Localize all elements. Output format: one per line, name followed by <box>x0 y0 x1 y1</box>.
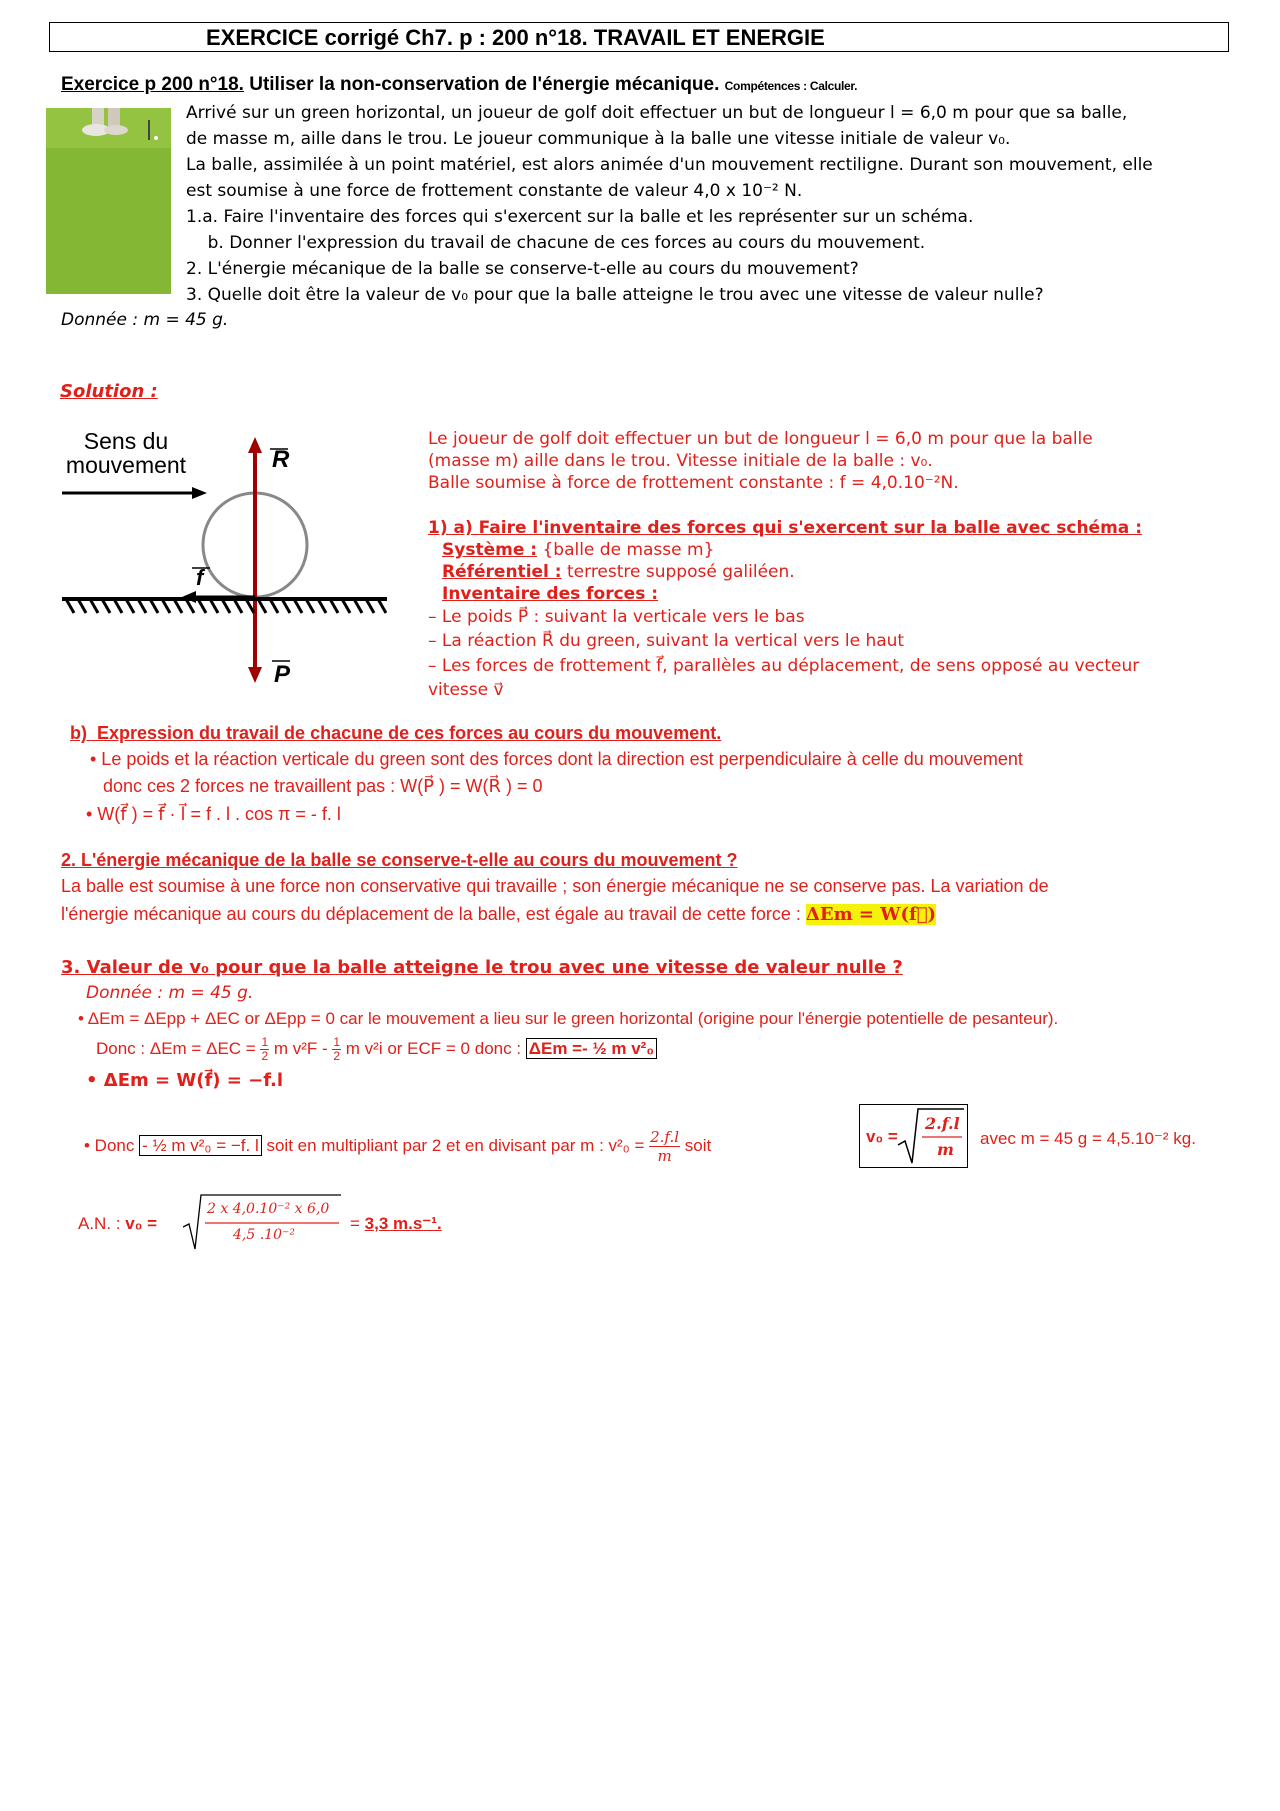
v0-label: v₀ = <box>866 1127 898 1146</box>
hatch-line <box>270 599 278 613</box>
q3-line-2c: m v²i or ECF = 0 donc : <box>341 1038 526 1058</box>
golf-photo <box>46 108 171 294</box>
hatch-line <box>210 599 218 613</box>
hatch-line <box>162 599 170 613</box>
systeme <box>442 539 714 561</box>
hatch-line <box>126 599 134 613</box>
hatch-line <box>102 599 110 613</box>
hatch-line <box>90 599 98 613</box>
q2-result: ΔEm = W(f⃗) <box>805 904 937 925</box>
q3-line-4a: • Donc <box>84 1135 140 1155</box>
hatch-line <box>258 599 266 613</box>
systeme-label: Système : <box>442 540 538 560</box>
force-R: – La réaction R⃗ du green, suivant la vertical vers le haut <box>428 631 905 651</box>
hatch-line <box>198 599 206 613</box>
half-fraction-1: $\frac{1}{2}$ <box>261 1035 269 1063</box>
q3-line-4 <box>84 1128 711 1165</box>
q3-donnee: Donnée : m = 45 g. <box>86 983 254 1003</box>
hatch-line <box>366 599 374 613</box>
q3-line-2 <box>96 1036 657 1063</box>
hatch-line <box>234 599 242 613</box>
an-sqrt <box>183 1193 343 1253</box>
hatch-line <box>246 599 254 613</box>
force-P: – Le poids P⃗ : suivant la verticale vers le bas <box>428 607 805 627</box>
q2-line-2-text: l'énergie mécanique au cours du déplacement de la balle, est égale au travail de cette force : <box>61 904 806 924</box>
referentiel-value: terrestre supposé galiléen. <box>561 562 795 582</box>
q2-title-text: 2. L'énergie mécanique de la balle se conserve-t-elle au cours du mouvement ? <box>61 850 738 870</box>
hatch-line <box>342 599 350 613</box>
hatch-line <box>318 599 326 613</box>
statement-line-2: de masse m, aille dans le trou. Le joueur communique à la balle une vitesse initiale de valeur v₀. <box>186 129 1011 149</box>
force-f-1: – Les forces de frottement f⃗, parallèles au déplacement, de sens opposé au vecteur <box>428 656 1140 676</box>
vector-R-head <box>248 437 262 453</box>
hatch-line <box>330 599 338 613</box>
frac-num: 2.f.l <box>650 1128 680 1146</box>
sqrt-den: m <box>937 1140 954 1159</box>
hatch-line <box>114 599 122 613</box>
page-title: EXERCICE corrigé Ch7. p : 200 n°18. TRAVAIL ET ENERGIE <box>49 22 1229 52</box>
inventaire <box>442 583 658 605</box>
hatch-line <box>78 599 86 613</box>
hatch-line <box>222 599 230 613</box>
label-P: P <box>274 661 291 688</box>
hatch-line <box>294 599 302 613</box>
q2-title <box>61 849 738 871</box>
q1b-line-2: donc ces 2 forces ne travaillent pas : W(P⃗ ) = W(R⃗ ) = 0 <box>103 776 543 796</box>
question-2: 2. L'énergie mécanique de la balle se conserve-t-elle au cours du mouvement? <box>186 259 859 279</box>
q3-line-4d: avec m = 45 g = 4,5.10⁻² kg. <box>980 1129 1196 1148</box>
question-1b: b. Donner l'expression du travail de chacune de ces forces au cours du mouvement. <box>186 233 926 253</box>
hatch-line <box>378 599 386 613</box>
an-num: 2 x 4,0.10⁻² x 6,0 <box>207 1201 330 1217</box>
hatch-line <box>174 599 182 613</box>
an-label: A.N. : <box>78 1214 126 1233</box>
question-3: 3. Quelle doit être la valeur de v₀ pour que la balle atteigne le trou avec une vitesse de valeur nulle? <box>186 285 1044 305</box>
hatch-line <box>138 599 146 613</box>
golf-photo-drawing <box>46 108 171 294</box>
force-f-2: vitesse v⃗ <box>428 680 504 700</box>
sol-intro-3: Balle soumise à force de frottement constante : f = 4,0.10⁻²N. <box>428 473 959 493</box>
referentiel-label: Référentiel : <box>442 562 562 582</box>
statement-line-1: Arrivé sur un green horizontal, un joueur de golf doit effectuer un but de longueur l = 6,0 m pour que sa balle, <box>186 103 1128 123</box>
ground-hatching <box>66 599 386 613</box>
referentiel <box>442 561 795 583</box>
an-v0: v₀ = <box>125 1214 158 1233</box>
force-diagram-svg <box>62 425 387 695</box>
inventaire-label: Inventaire des forces : <box>442 584 659 604</box>
exercise-title: Utiliser la non-conservation de l'énergie mécanique. <box>243 74 725 95</box>
motion-arrow-head <box>192 487 207 499</box>
q3-line-4b: soit en multipliant par 2 et en divisant par m : v²₀ = <box>261 1135 650 1155</box>
exercise-ref: Exercice p 200 n°18. <box>61 74 244 95</box>
systeme-value: {balle de masse m} <box>537 540 715 560</box>
q2-line-2 <box>61 903 936 926</box>
force-diagram <box>62 425 387 695</box>
sol-intro-2: (masse m) aille dans le trou. Vitesse initiale de la balle : v₀. <box>428 451 933 471</box>
an-result-text: 3,3 m.s⁻¹. <box>364 1214 442 1233</box>
q1b-line-3: • W(f⃗ ) = f⃗ · l⃗ = f . l . cos π = - f. l <box>86 804 341 824</box>
q3-line-3: • ΔEm = W(f⃗) = −f.l <box>86 1070 284 1091</box>
an-den: 4,5 .10⁻² <box>233 1227 295 1243</box>
q2-line-1: La balle est soumise à une force non conservative qui travaille ; son énergie mécanique ne se conserve pas. La variation de <box>61 876 1049 896</box>
q3-line-2b: m v²F - <box>269 1038 333 1058</box>
q3-line-2-box: ΔEm =- ½ m v²₀ <box>526 1038 657 1059</box>
donnee: Donnée : m = 45 g. <box>61 310 229 330</box>
q3-line-4-box: - ½ m v²₀ = −f. l <box>139 1135 262 1156</box>
sens-line1: Sens du <box>83 428 169 454</box>
question-1a: 1.a. Faire l'inventaire des forces qui s'exercent sur la balle et les représenter sur un schéma. <box>186 207 974 227</box>
sqrt-num: 2.f.l <box>925 1114 960 1133</box>
half-fraction-2: $\frac{1}{2}$ <box>333 1035 341 1063</box>
q3-title-text: 3. Valeur de v₀ pour que la balle atteigne le trou avec une vitesse de valeur nulle ? <box>61 957 903 978</box>
q3-title <box>61 957 903 979</box>
an-result: = 3,3 m.s⁻¹. <box>350 1214 442 1233</box>
hatch-line <box>150 599 158 613</box>
q1b-line-1: • Le poids et la réaction verticale du green sont des forces dont la direction est perpendiculaire à celle du mouvement <box>90 749 1023 769</box>
q3-line-2a: Donc : ΔEm = ΔEC = <box>96 1038 261 1058</box>
q1a-title <box>428 517 1142 539</box>
q3-line-1: • ΔEm = ΔEpp + ΔEC or ΔEpp = 0 car le mouvement a lieu sur le green horizontal (origine pour l'énergie potentielle de pesanteur). <box>78 1009 1059 1028</box>
label-f: f <box>196 565 204 590</box>
hatch-line <box>354 599 362 613</box>
statement-line-3: La balle, assimilée à un point matériel, est alors animée d'un mouvement rectiligne. Durant son mouvement, elle <box>186 155 1153 175</box>
q1b-title-text: b) Expression du travail de chacune de ces forces au cours du mouvement. <box>70 723 722 743</box>
statement-line-4: est soumise à une force de frottement constante de valeur 4,0 x 10⁻² N. <box>186 181 803 201</box>
q1a-title-text: 1) a) Faire l'inventaire des forces qui s'exercent sur la balle avec schéma : <box>428 518 1142 538</box>
an-line <box>78 1213 157 1235</box>
vector-P-head <box>248 667 262 683</box>
sol-intro-1: Le joueur de golf doit effectuer un but de longueur l = 6,0 m pour que la balle <box>428 429 1093 449</box>
solution-label: Solution : <box>60 381 158 402</box>
q3-line-4c: soit <box>680 1135 712 1155</box>
v0-squared-fraction <box>649 1128 680 1165</box>
exercise-heading <box>61 74 857 96</box>
label-R: R <box>272 446 290 473</box>
hatch-line <box>66 599 74 613</box>
competences: Compétences : Calculer. <box>724 79 858 93</box>
v0-formula-box <box>859 1104 968 1168</box>
hatch-line <box>282 599 290 613</box>
frac-den: m <box>657 1147 672 1165</box>
sens-line2: mouvement <box>65 452 187 478</box>
q1b-title <box>70 722 721 744</box>
hatch-line <box>306 599 314 613</box>
